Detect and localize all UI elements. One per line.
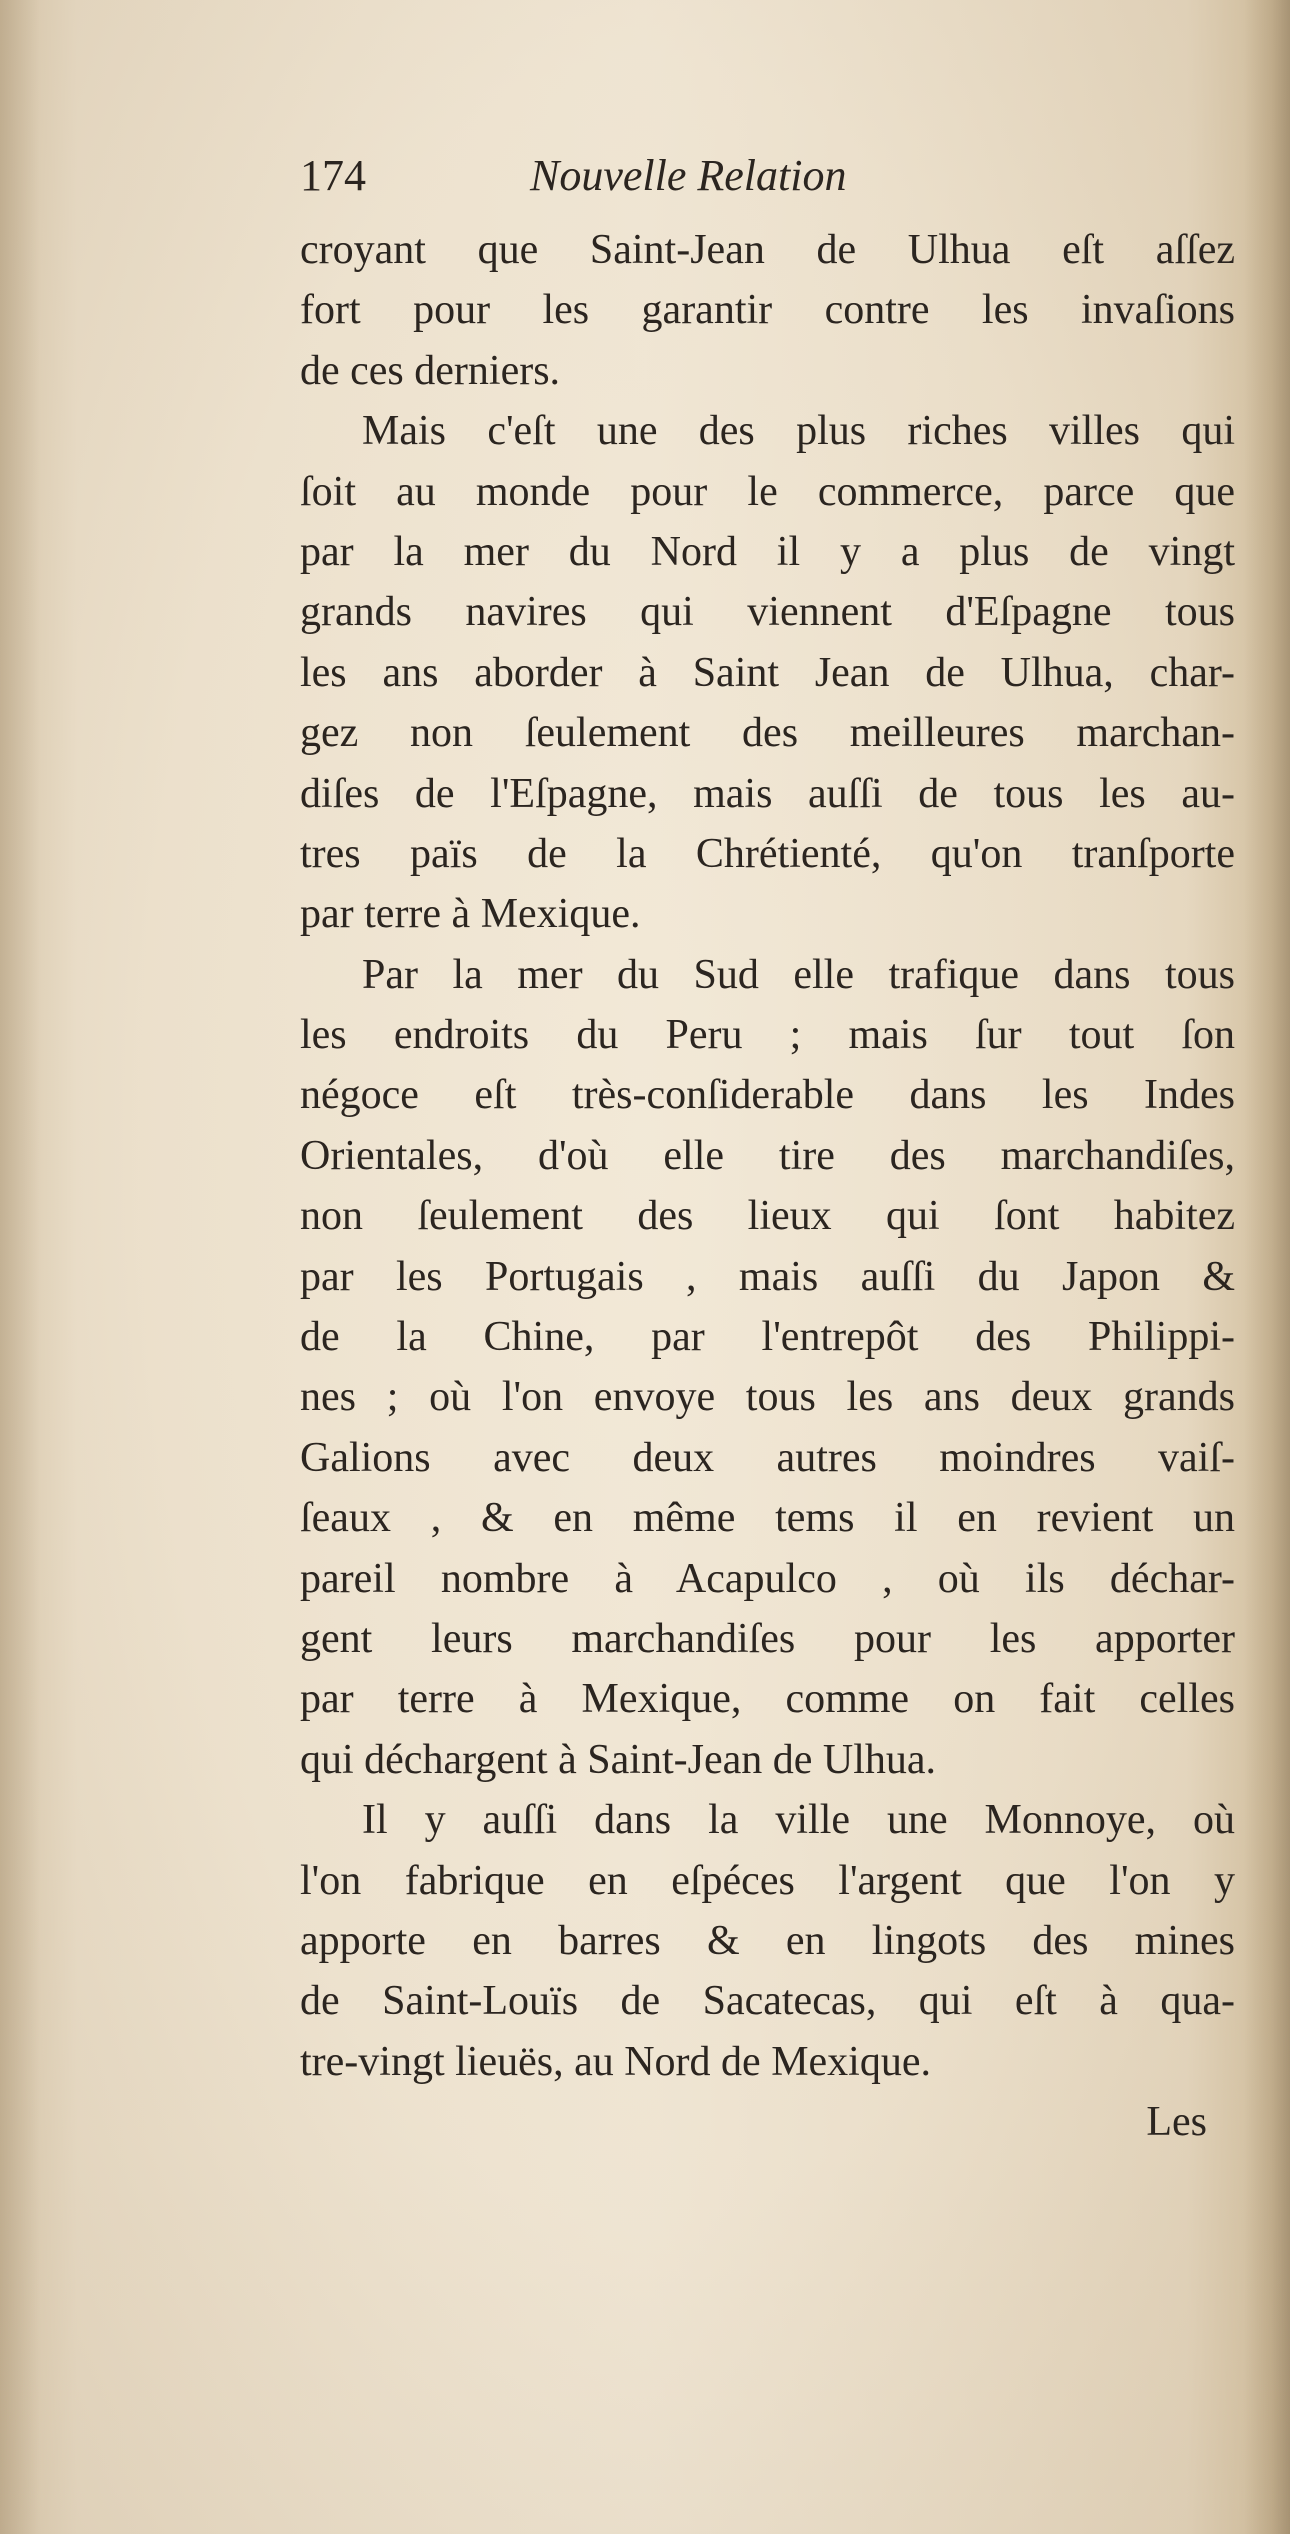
- text-line: par terre à Mexique.: [300, 891, 641, 938]
- page-right-shadow: [1244, 0, 1290, 2534]
- text-line: fort pour les garantir contre les invaſions: [300, 287, 1235, 334]
- text-line: par la mer du Nord il y a plus de vingt: [300, 528, 1235, 575]
- text-line: de Saint-Louïs de Sacatecas, qui eſt à qua-: [300, 1978, 1235, 2025]
- text-line: les endroits du Peru ; mais ſur tout ſon: [300, 1012, 1235, 1059]
- text-line: l'on fabrique en eſpéces l'argent que l'on y: [300, 1857, 1235, 1904]
- text-line: gent leurs marchandiſes pour les apporter: [300, 1615, 1235, 1662]
- text-line: Il y auſſi dans la ville une Monnoye, où: [362, 1797, 1235, 1844]
- text-line: croyant que Saint-Jean de Ulhua eſt aſſez: [300, 227, 1235, 273]
- text-line: de la Chine, par l'entrepôt des Philippi-: [300, 1314, 1235, 1361]
- text-line: de ces derniers.: [300, 347, 561, 394]
- catchword: Les: [1146, 2099, 1207, 2146]
- text-line: par terre à Mexique, comme on fait celles: [300, 1676, 1235, 1723]
- running-title: Nouvelle Relation: [530, 151, 847, 200]
- text-line: ſeaux , & en même tems il en revient un: [300, 1495, 1235, 1542]
- text-line: pareil nombre à Acapulco , où ils déchar-: [300, 1555, 1235, 1602]
- text-line: négoce eſt très-conſiderable dans les Indes: [300, 1072, 1235, 1119]
- text-line: diſes de l'Eſpagne, mais auſſi de tous les au-: [300, 770, 1235, 817]
- text-line: tre-vingt lieuës, au Nord de Mexique.: [300, 2038, 931, 2085]
- running-head: [300, 150, 1235, 220]
- text-line: Par la mer du Sud elle trafique dans tous: [362, 951, 1235, 998]
- text-line: gez non ſeulement des meilleures marchan-: [300, 710, 1235, 757]
- text-line: nes ; où l'on envoye tous les ans deux grands: [300, 1374, 1235, 1421]
- text-line: grands navires qui viennent d'Eſpagne tous: [300, 589, 1235, 636]
- text-line: non ſeulement des lieux qui ſont habitez: [300, 1193, 1235, 1240]
- text-line: par les Portugais , mais auſſi du Japon &: [300, 1253, 1235, 1300]
- text-line: Galions avec deux autres moindres vaiſ-: [300, 1434, 1235, 1481]
- page-number: 174: [300, 151, 366, 200]
- text-line: Orientales, d'où elle tire des marchandiſes,: [300, 1132, 1235, 1179]
- text-line: apporte en barres & en lingots des mines: [300, 1917, 1235, 1964]
- text-block: [300, 150, 1235, 2152]
- text-line: qui déchargent à Saint-Jean de Ulhua.: [300, 1736, 937, 1783]
- text-line: tres païs de la Chrétienté, qu'on tranſporte: [300, 830, 1235, 877]
- text-line: Mais c'eſt une des plus riches villes qui: [362, 408, 1235, 455]
- text-line: les ans aborder à Saint Jean de Ulhua, char-: [300, 649, 1235, 696]
- text-line: ſoit au monde pour le commerce, parce que: [300, 468, 1235, 515]
- page-left-shadow: [0, 0, 40, 2534]
